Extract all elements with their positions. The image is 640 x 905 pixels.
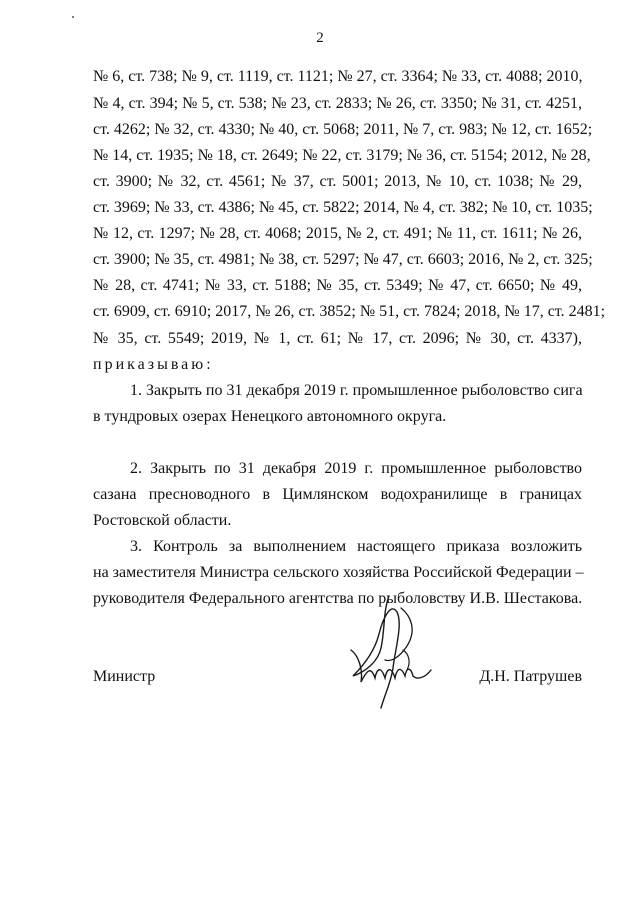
scan-speck [72,16,74,18]
body-line: ст. 4262; № 32, ст. 4330; № 40, ст. 5068; 2011, № 7, ст. 983; № 12, ст. 1652; [93,121,593,138]
item3-line1: 3. Контроль за выполнением настоящего приказа возложить [130,538,582,555]
item3-line3: руководителя Федерального агентства по рыболовству И.В. Шестакова. [93,590,583,607]
body-line: № 12, ст. 1297; № 28, ст. 4068; 2015, № 2, ст. 491; № 11, ст. 1611; № 26, [93,225,582,242]
body-line: ст. 3969; № 33, ст. 4386; № 45, ст. 5822; 2014, № 4, ст. 382; № 10, ст. 1035; [93,199,593,216]
item1-line1: 1. Закрыть по 31 декабря 2019 г. промышленное рыболовство сига [130,382,583,399]
item2-line1: 2. Закрыть по 31 декабря 2019 г. промышленное рыболовство [130,460,582,477]
body-line: ст. 6909, ст. 6910; 2017, № 26, ст. 3852; № 51, ст. 7824; 2018, № 17, ст. 2481; [93,303,606,320]
body-line: № 28, ст. 4741; № 33, ст. 5188; № 35, ст. 5349; № 47, ст. 6650; № 49, [93,277,582,294]
body-line: № 35, ст. 5549; 2019, № 1, ст. 61; № 17, ст. 2096; № 30, ст. 4337), [93,330,582,347]
item3-line2: на заместителя Министра сельского хозяйства Российской Федерации – [93,564,584,581]
handwritten-signature [345,590,435,715]
body-line: № 4, ст. 394; № 5, ст. 538; № 23, ст. 2833; № 26, ст. 3350; № 31, ст. 4251, [93,95,582,112]
item1-line2: в тундровых озерах Ненецкого автономного округа. [93,408,447,425]
signer-name: Д.Н. Патрушев [479,668,582,685]
body-line: ст. 3900; № 35, ст. 4981; № 38, ст. 5297; № 47, ст. 6603; 2016, № 2, ст. 325; [93,251,593,268]
item2-line2: сазана пресноводного в Цимлянском водохранилище в границах [93,486,582,503]
body-line: ст. 3900; № 32, ст. 4561; № 37, ст. 5001; 2013, № 10, ст. 1038; № 29, [93,173,582,190]
body-line: № 6, ст. 738; № 9, ст. 1119, ст. 1121; № 27, ст. 3364; № 33, ст. 4088; 2010, [93,68,583,85]
order-word: приказываю: [93,356,214,373]
page-number: 2 [316,30,324,46]
body-line: № 14, ст. 1935; № 18, ст. 2649; № 22, ст. 3179; № 36, ст. 5154; 2012, № 28, [93,147,591,164]
item2-line3: Ростовской области. [93,512,232,529]
minister-title: Министр [93,668,156,685]
